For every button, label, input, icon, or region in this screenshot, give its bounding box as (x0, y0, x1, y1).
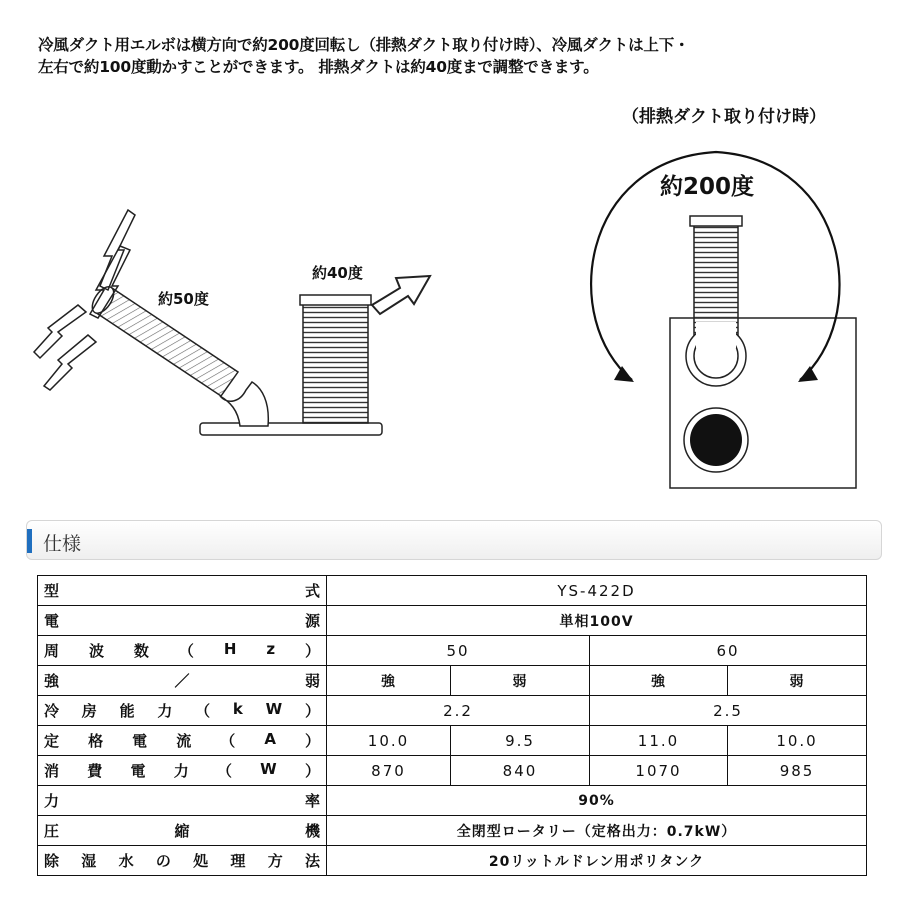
intro-line-2: 左右で約100度動かすことができます。 排熱ダクトは約40度まで調整できます。 (38, 58, 599, 76)
label-char: 理 (230, 852, 246, 870)
table-row (38, 576, 867, 606)
spaced-label (44, 730, 320, 751)
label-char: 式 (304, 582, 320, 600)
current-50-strong: 10.0 (327, 726, 451, 756)
table-row (38, 606, 867, 636)
label-char: 除 (44, 852, 60, 870)
row-label-mode (38, 666, 327, 696)
table-row (38, 726, 867, 756)
spaced-label (44, 820, 320, 841)
spaced-label (44, 760, 320, 781)
cooling-60: 2.5 (590, 696, 867, 726)
label-char: 縮 (174, 822, 190, 840)
freq-50: 50 (327, 636, 590, 666)
table-row (38, 846, 867, 876)
label-char: 源 (304, 612, 320, 630)
label-char: 格 (88, 732, 104, 750)
intro-line-1: 冷風ダクト用エルボは横方向で約200度回転し（排熱ダクト取り付け時）、冷風ダクトは上下・ (38, 36, 690, 54)
cooling-50: 2.2 (327, 696, 590, 726)
model-value: YS-422D (327, 576, 867, 606)
mode-50-strong: 強 (327, 666, 451, 696)
label-char: 周 (44, 642, 60, 660)
row-label-current (38, 726, 327, 756)
label-char: 湿 (81, 852, 97, 870)
label-char: 数 (133, 642, 149, 660)
consumption-60-strong: 1070 (590, 756, 728, 786)
duct-diagram (0, 90, 900, 500)
row-label-power-factor (38, 786, 327, 816)
label-char: 力 (173, 762, 189, 780)
label-char: 圧 (44, 822, 60, 840)
table-row (38, 816, 867, 846)
figure-note: （排熱ダクト取り付け時） (622, 107, 826, 127)
label-char: 力 (157, 702, 173, 720)
duct-illustration (0, 90, 900, 500)
freq-60: 60 (590, 636, 867, 666)
label-char: 房 (81, 702, 97, 720)
table-row (38, 786, 867, 816)
exhaust-duct-angle-label: 約40度 (312, 264, 363, 282)
drain-value: 20リットルドレン用ポリタンク (327, 846, 867, 876)
consumption-60-weak: 985 (728, 756, 867, 786)
label-char: 費 (87, 762, 103, 780)
label-char: z (266, 640, 276, 658)
label-char: 定 (44, 732, 60, 750)
mode-label (44, 670, 320, 691)
rotation-arrowhead-left (614, 366, 634, 382)
label-char: 方 (267, 852, 283, 870)
spaced-label (44, 580, 320, 601)
label-char: 流 (176, 732, 192, 750)
label-char: ） (304, 732, 320, 750)
mode-label-sep: ／ (174, 672, 190, 690)
mode-50-weak: 弱 (451, 666, 590, 696)
row-label-frequency (38, 636, 327, 666)
label-char: A (264, 730, 276, 748)
power-factor-value: 90% (327, 786, 867, 816)
label-char: 電 (44, 612, 60, 630)
label-char: （ (216, 762, 232, 780)
mode-60-strong: 強 (590, 666, 728, 696)
section-title: 仕様 (43, 533, 82, 555)
current-60-weak: 10.0 (728, 726, 867, 756)
label-char: 水 (118, 852, 134, 870)
spaced-label (44, 640, 320, 661)
spaced-label (44, 610, 320, 631)
table-row (38, 696, 867, 726)
spaced-label (44, 700, 320, 721)
mode-label-strong: 強 (44, 672, 60, 690)
cold-duct-angle-label: 約50度 (158, 290, 209, 308)
elbow-joint (220, 382, 268, 426)
power-value: 単相100V (327, 606, 867, 636)
label-char: W (260, 760, 277, 778)
mode-label-weak: 弱 (304, 672, 320, 690)
label-char: 冷 (44, 702, 60, 720)
label-char: （ (195, 702, 211, 720)
table-row (38, 636, 867, 666)
label-char: H (223, 640, 237, 658)
label-char: の (155, 852, 171, 870)
row-label-drain (38, 846, 327, 876)
label-char: k (232, 700, 243, 718)
label-char: 法 (304, 852, 320, 870)
label-char: 電 (130, 762, 146, 780)
mode-60-weak: 弱 (728, 666, 867, 696)
exhaust-duct (300, 295, 371, 423)
label-char: ） (304, 702, 320, 720)
spec-table (37, 575, 867, 876)
current-60-strong: 11.0 (590, 726, 728, 756)
label-char: 率 (304, 792, 320, 810)
tilt-arrow (372, 276, 430, 314)
label-char: 波 (88, 642, 104, 660)
label-char: 型 (44, 582, 60, 600)
row-label-cooling (38, 696, 327, 726)
table-row (38, 666, 867, 696)
row-label-model (38, 576, 327, 606)
label-char: W (265, 700, 283, 718)
label-char: 力 (44, 792, 60, 810)
exhaust-port (684, 408, 748, 472)
rotating-elbow (686, 216, 746, 386)
consumption-50-strong: 870 (327, 756, 451, 786)
current-50-weak: 9.5 (451, 726, 590, 756)
label-char: 電 (132, 732, 148, 750)
rotation-label: 約200度 (660, 174, 755, 200)
row-label-consumption (38, 756, 327, 786)
intro-text (38, 34, 878, 78)
spaced-label (44, 790, 320, 811)
consumption-50-weak: 840 (451, 756, 590, 786)
label-char: ） (304, 762, 320, 780)
label-char: 処 (193, 852, 209, 870)
base-plate (200, 423, 382, 435)
section-accent (27, 529, 32, 553)
row-label-compressor (38, 816, 327, 846)
label-char: （ (178, 642, 194, 660)
section-header (26, 520, 882, 560)
compressor-value: 全閉型ロータリー（定格出力：0.7kW） (327, 816, 867, 846)
table-row (38, 756, 867, 786)
spaced-label (44, 850, 320, 871)
label-char: 能 (119, 702, 135, 720)
row-label-power (38, 606, 327, 636)
label-char: 機 (304, 822, 320, 840)
label-char: 消 (44, 762, 60, 780)
label-char: （ (220, 732, 236, 750)
label-char: ） (304, 642, 320, 660)
